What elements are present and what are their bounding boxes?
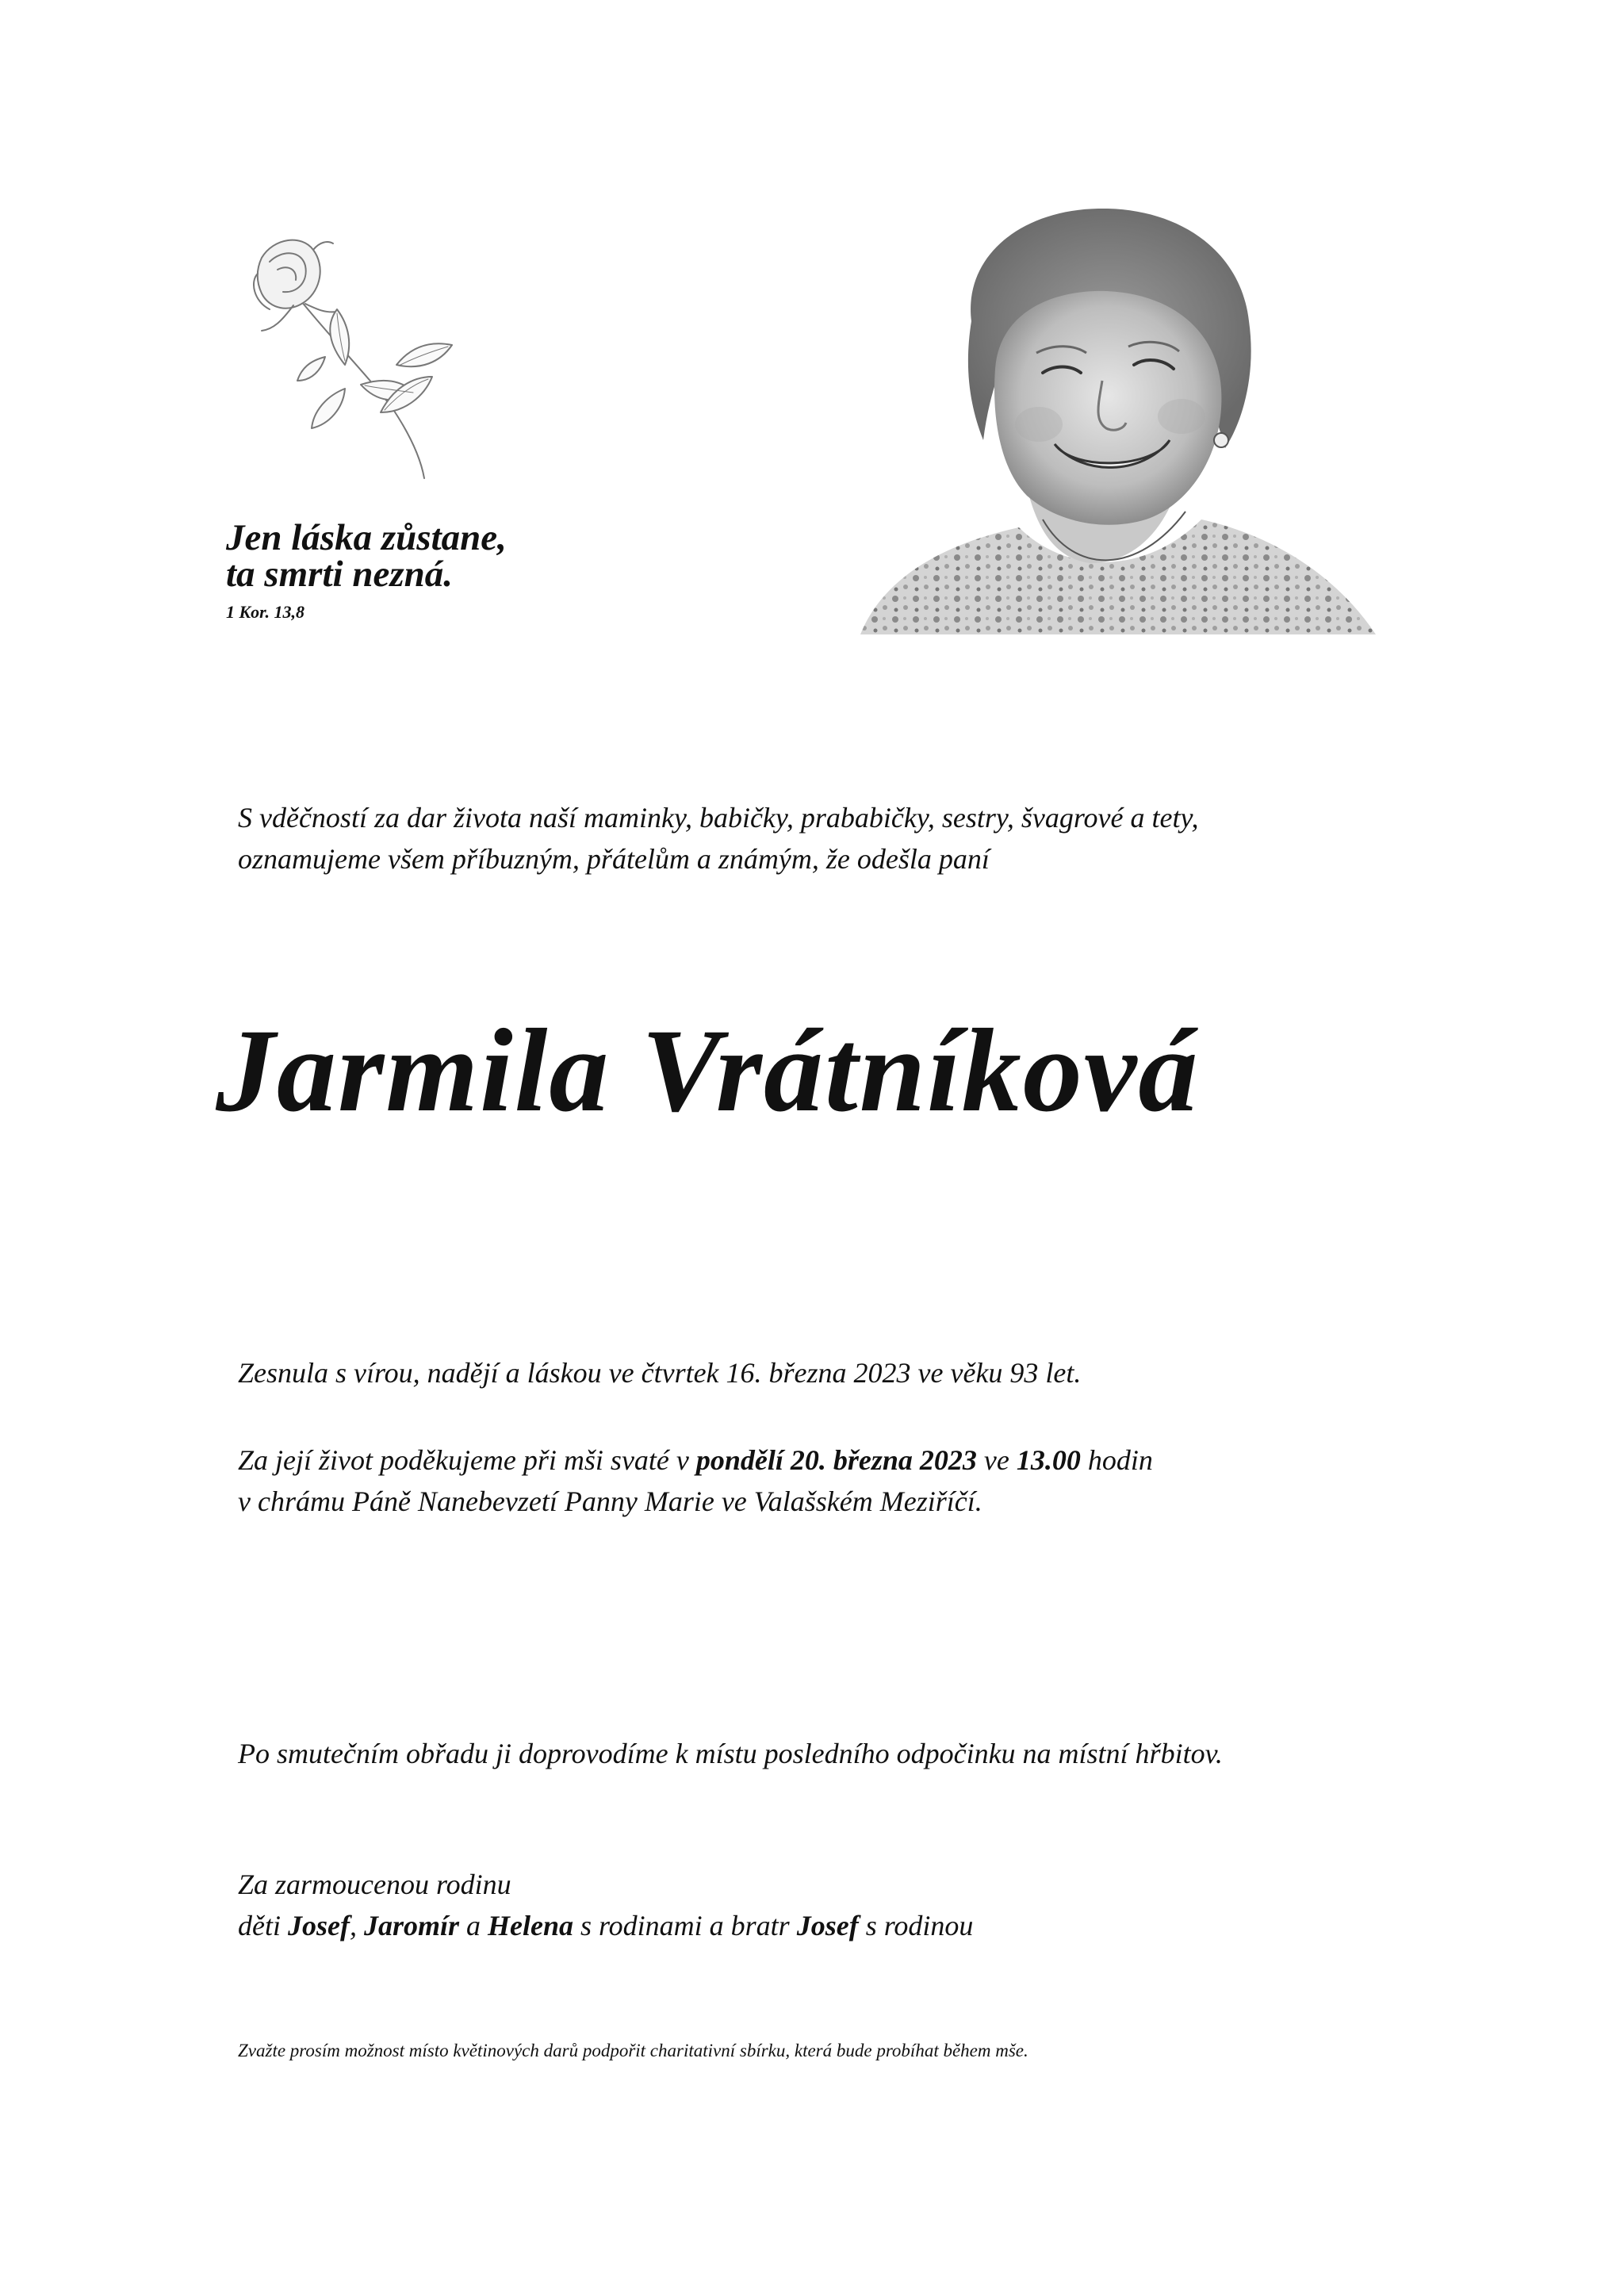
family-child-2: Jaromír [363,1910,459,1941]
burial-info-line: Po smutečním obřadu ji doprovodíme k místu posledního odpočinku na místní hřbitov. [238,1738,1223,1769]
intro-text [238,797,1427,880]
rose-drawing-icon [226,226,488,488]
family-child-3: Helena [488,1910,573,1941]
intro-line-2: oznamujeme všem příbuzným, přátelům a známým, že odešla paní [238,843,990,875]
mass-mid: ve [976,1444,1017,1476]
family-pre: děti [238,1910,288,1941]
mass-date: pondělí 20. března 2023 [695,1444,977,1476]
family-mid: s rodinami a bratr [573,1910,797,1941]
death-info-line: Zesnula s vírou, nadějí a láskou ve čtvrtek 16. března 2023 ve věku 93 let. [238,1357,1082,1389]
mass-pre: Za její život poděkujeme při mši svaté v [238,1444,696,1476]
death-info [238,1352,1427,1393]
family-brother: Josef [796,1910,859,1941]
portrait-photo [829,202,1384,634]
motto [226,519,638,624]
motto-line-2: ta smrti nezná. [226,554,453,595]
mass-time: 13.00 [1016,1444,1081,1476]
family-line-2 [238,1905,1427,1946]
family-sep-1: , [349,1910,364,1941]
family-sep-2: a [459,1910,488,1941]
mass-post: hodin [1080,1444,1153,1476]
family-post: s rodinou [858,1910,974,1941]
deceased-name: Jarmila Vrátníková [216,1005,1200,1137]
burial-info [238,1733,1427,1774]
motto-reference: 1 Kor. 13,8 [226,602,305,622]
mass-info-line-2: v chrámu Páně Nanebevzetí Panny Marie ve Valašském Meziříčí. [238,1485,982,1517]
motto-line-1: Jen láska zůstane, [226,517,507,558]
mass-info-line-1 [238,1439,1427,1481]
family-child-1: Josef [287,1910,350,1941]
mass-info [238,1439,1427,1522]
charity-note: Zvažte prosím možnost místo květinových darů podpořit charitativní sbírku, která bude probíhat během mše. [238,2041,1028,2060]
family-line-1: Za zarmoucenou rodinu [238,1869,511,1900]
intro-line-1: S vděčností za dar života naší maminky, babičky, prababičky, sestry, švagrové a tety, [238,802,1199,834]
family-signature [238,1864,1427,1946]
